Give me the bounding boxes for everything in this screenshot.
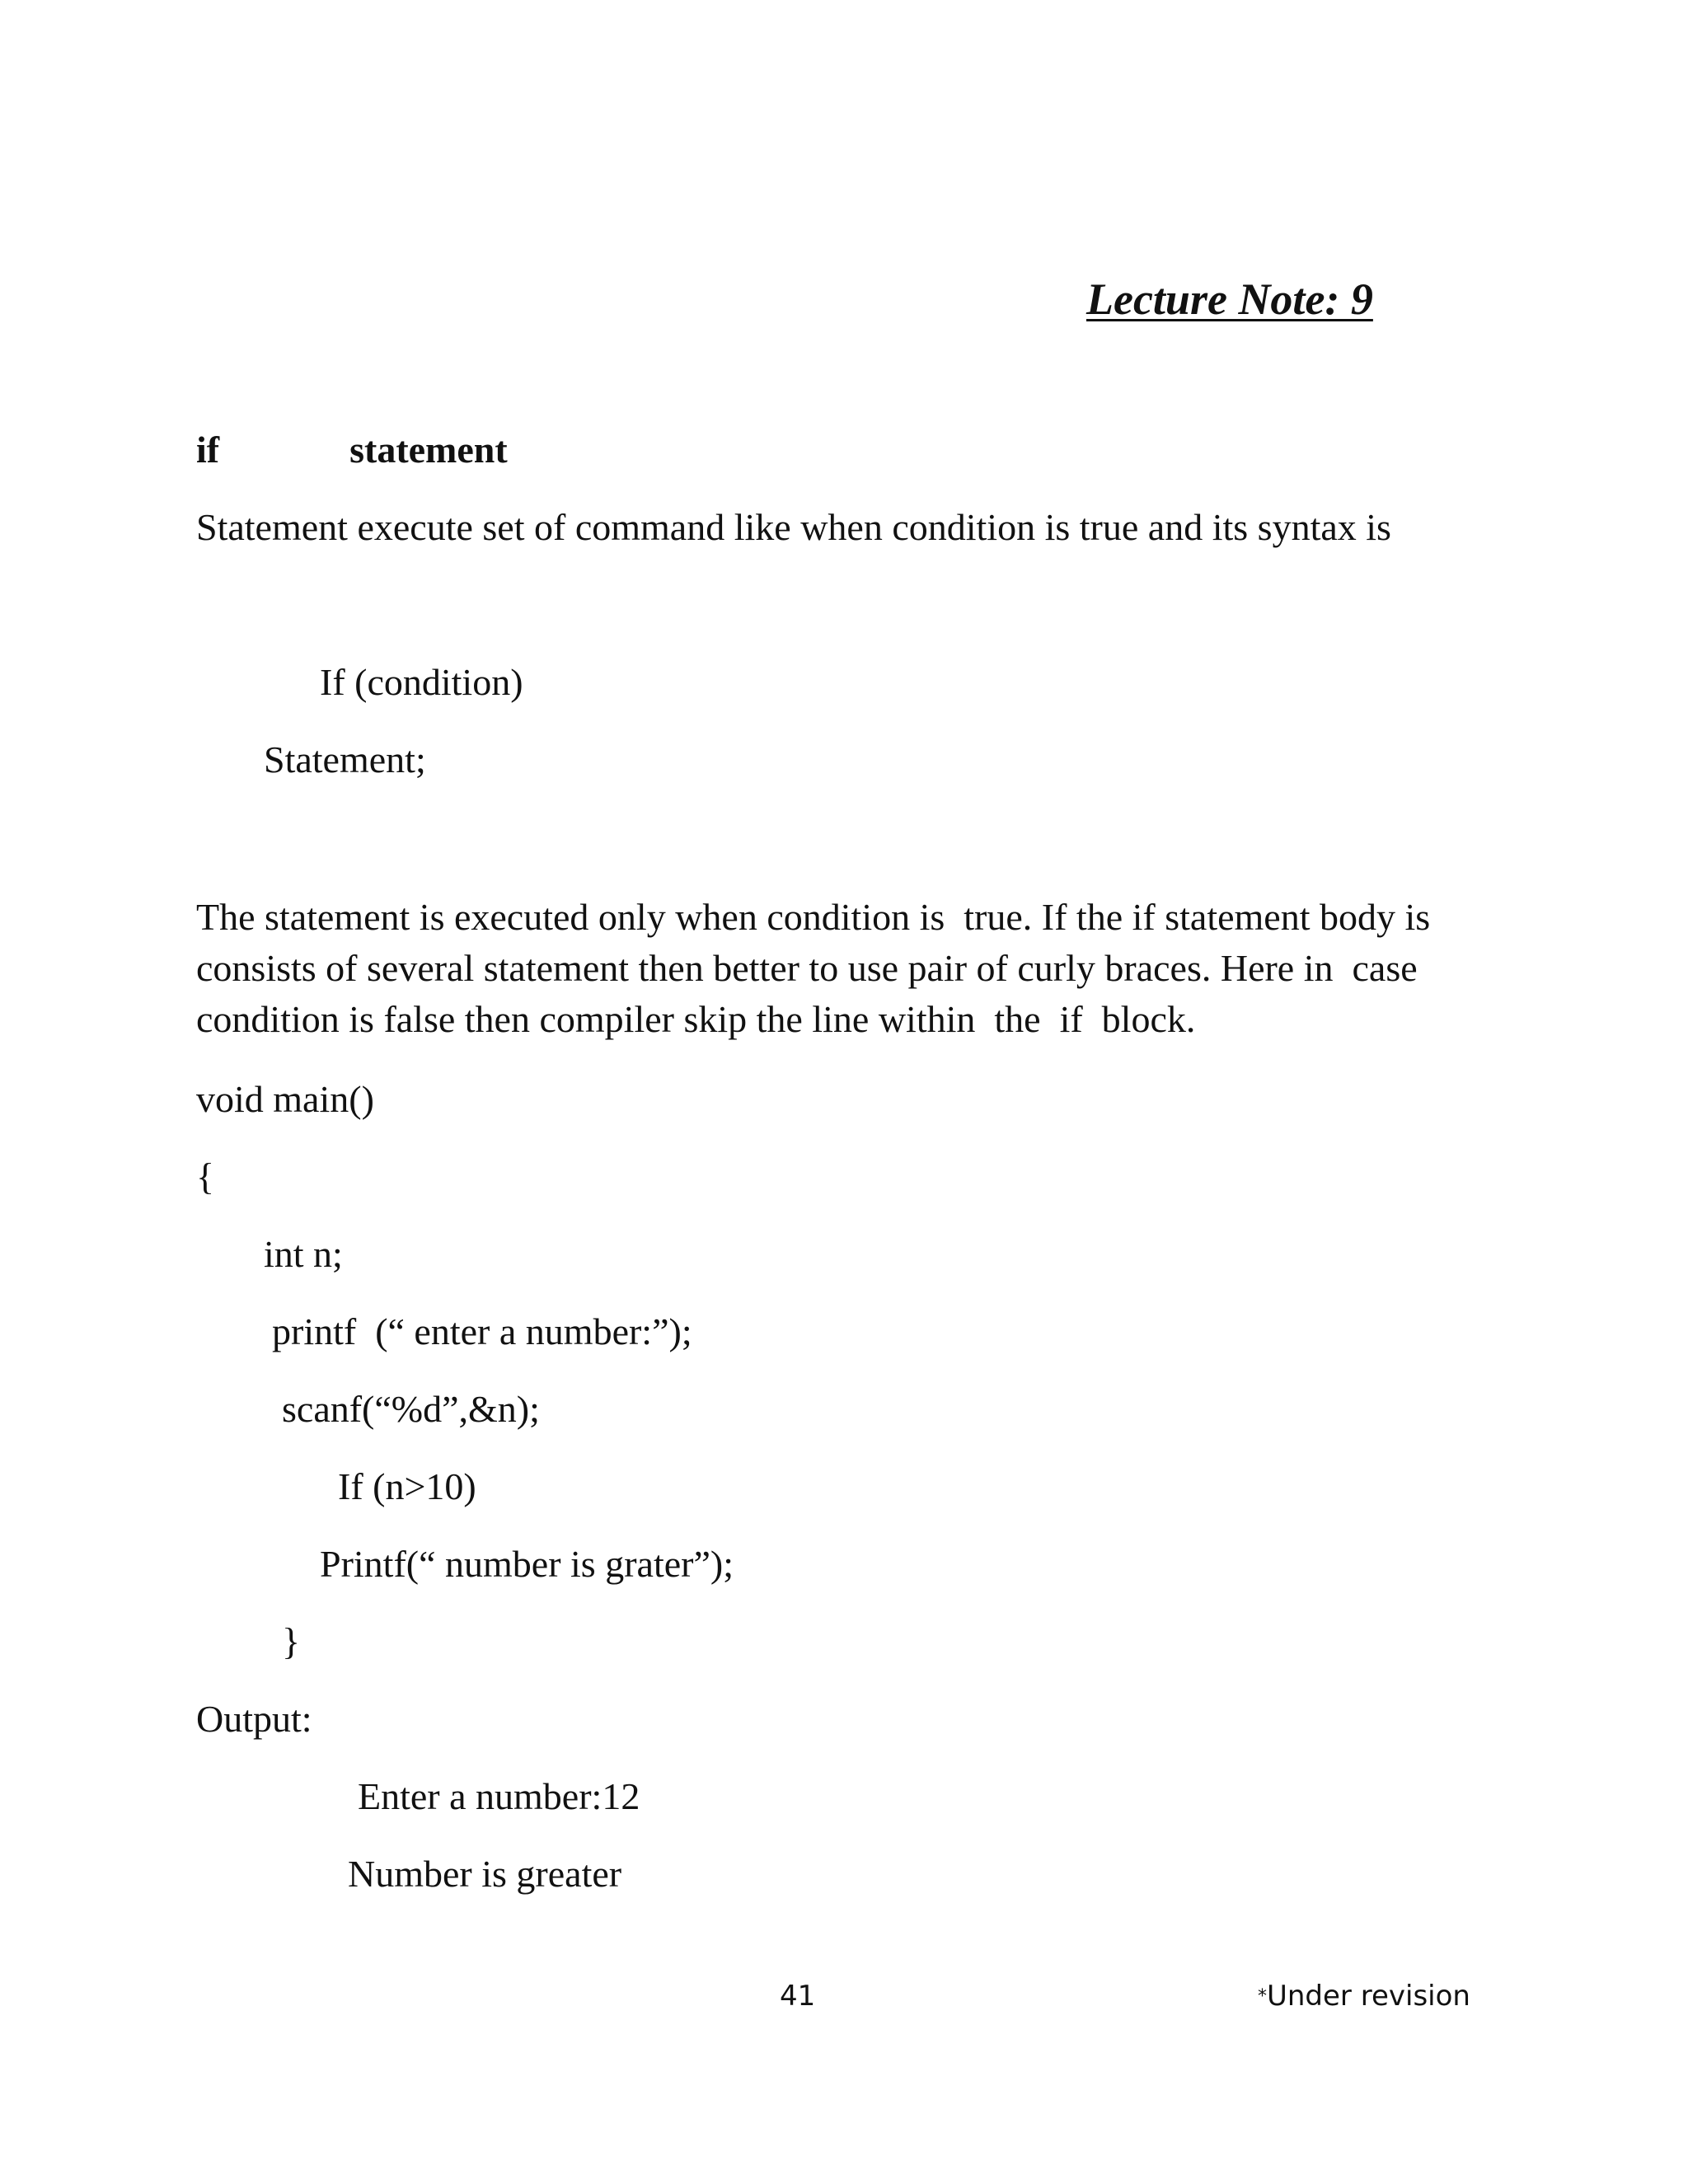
output-line-1: Enter a number:12 bbox=[358, 1775, 640, 1817]
syntax-line-1: If (condition) bbox=[320, 661, 523, 703]
code-line: } bbox=[282, 1620, 301, 1662]
intro-text: Statement execute set of command like when condition is true and its syntax is bbox=[196, 506, 1391, 548]
lecture-title: Lecture Note: 9 bbox=[1086, 274, 1373, 324]
code-line: If (n>10) bbox=[338, 1465, 476, 1507]
description-line: condition is false then compiler skip the line within the if block. bbox=[196, 998, 1196, 1040]
code-line: printf (“ enter a number:”); bbox=[272, 1310, 692, 1352]
section-heading: if statement bbox=[196, 429, 508, 471]
code-line: int n; bbox=[264, 1233, 343, 1275]
code-line: Printf(“ number is grater”); bbox=[320, 1543, 734, 1585]
output-line-2: Number is greater bbox=[348, 1853, 622, 1895]
syntax-line-2: Statement; bbox=[264, 738, 426, 780]
description-line: consists of several statement then better to use pair of curly braces. Here in case bbox=[196, 947, 1418, 989]
revision-star: * bbox=[1258, 1986, 1267, 2007]
page-number: 41 bbox=[780, 1980, 816, 2013]
description-line: The statement is executed only when condition is true. If the if statement body is bbox=[196, 896, 1431, 938]
code-line: { bbox=[196, 1155, 215, 1197]
revision-note bbox=[1258, 1980, 1470, 2013]
code-line: scanf(“%d”,&n); bbox=[282, 1388, 540, 1430]
description-paragraph bbox=[196, 892, 1449, 1045]
revision-text: Under revision bbox=[1267, 1980, 1470, 2013]
output-label: Output: bbox=[196, 1698, 312, 1740]
code-line: void main() bbox=[196, 1078, 374, 1120]
